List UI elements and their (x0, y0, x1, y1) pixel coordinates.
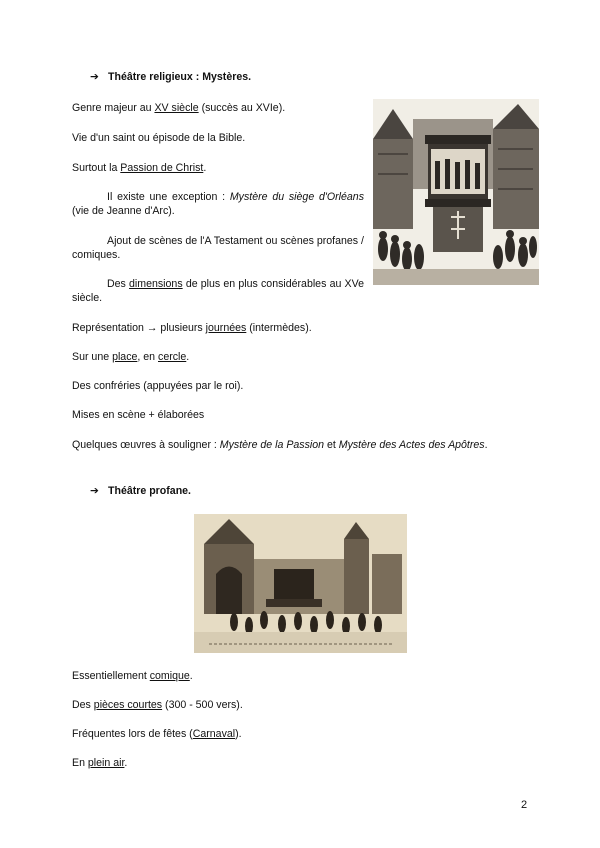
paragraph: Vie d'un saint ou épisode de la Bible. (72, 132, 246, 144)
paragraph: Quelques œuvres à souligner : Mystère de la Passion et Mystère des Actes des Apôtres. (72, 439, 488, 451)
paragraph: Sur une place, en cercle. (72, 351, 190, 363)
paragraph: Ajout de scènes de l'A Testament ou scènes profanes / comiques. (72, 235, 364, 261)
paragraph: Surtout la Passion de Christ. (72, 162, 207, 174)
paragraph: Fréquentes lors de fêtes (Carnaval). (72, 728, 242, 740)
paragraph: En plein air. (72, 757, 128, 769)
paragraph: Des dimensions de plus en plus considérables au XVe siècle. (72, 278, 364, 304)
paragraph: Essentiellement comique. (72, 670, 193, 682)
page-number: 2 (521, 799, 528, 811)
arrow-icon: ➔ (90, 71, 99, 83)
paragraph: Genre majeur au XV siècle (succès au XVIe). (72, 102, 286, 114)
profane-theatre-engraving (194, 514, 407, 653)
heading-text: Théâtre profane. (108, 485, 192, 497)
arrow-icon: ➔ (90, 485, 99, 497)
paragraph: Des confréries (appuyées par le roi). (72, 380, 244, 392)
paragraph: Mises en scène + élaborées (72, 409, 205, 421)
mystery-play-engraving (373, 99, 539, 285)
section-heading-profane (90, 484, 191, 498)
heading-text: Théâtre religieux : Mystères. (108, 71, 252, 83)
paragraph: Des pièces courtes (300 - 500 vers). (72, 699, 243, 711)
paragraph: Il existe une exception : Mystère du siège d'Orléans (vie de Jeanne d'Arc). (72, 191, 364, 217)
section-heading-religious (90, 70, 251, 84)
paragraph: Représentation → plusieurs journées (intermèdes). (72, 322, 312, 334)
